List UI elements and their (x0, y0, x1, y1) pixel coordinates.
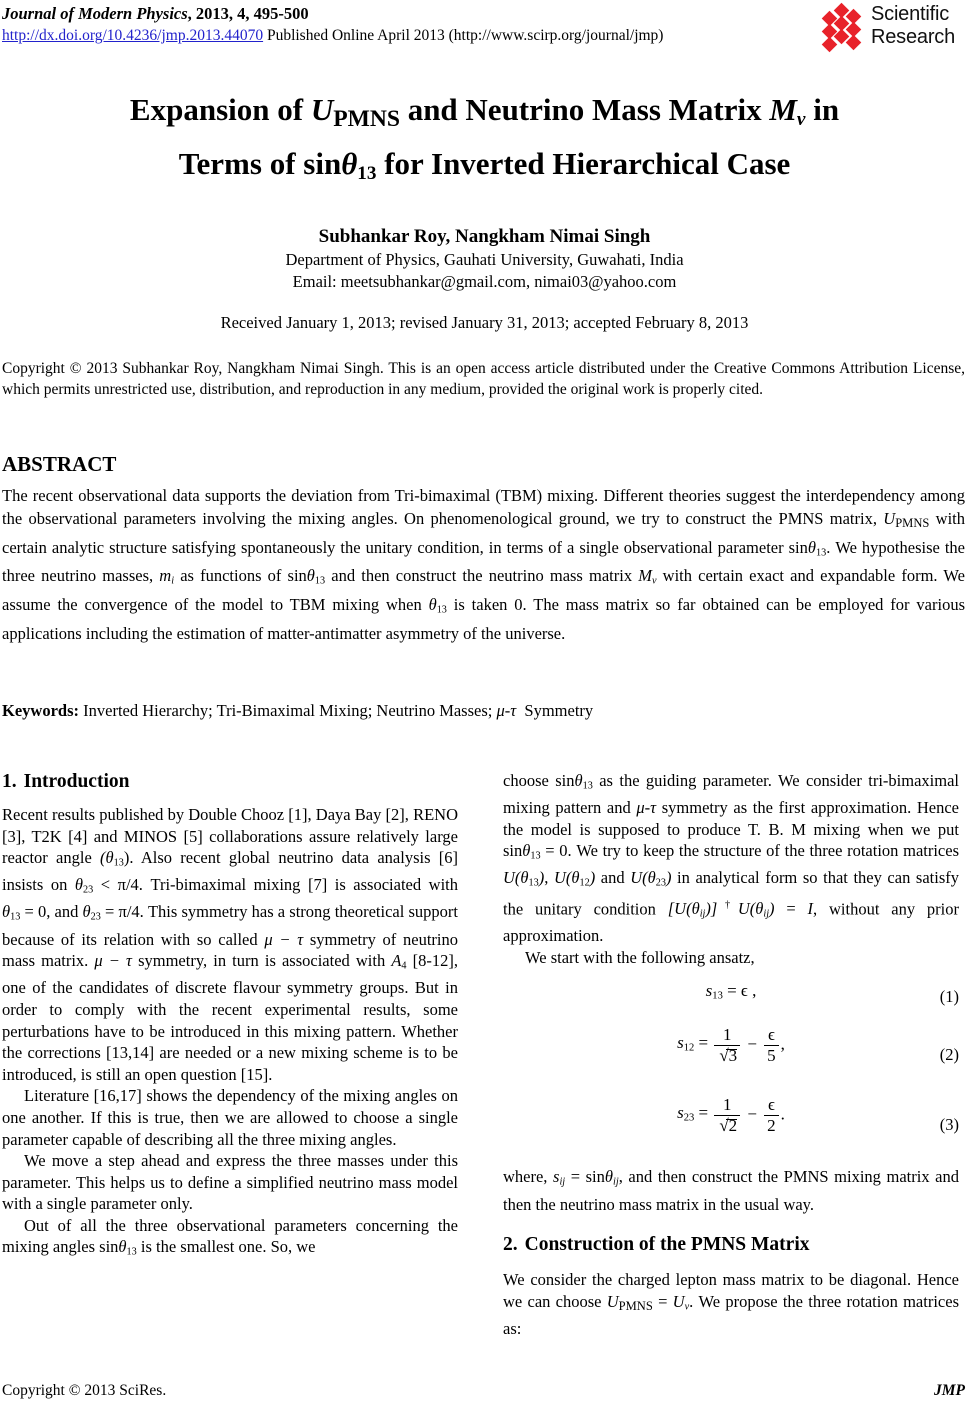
eq1-tail: , (747, 981, 757, 1001)
abstract-heading: ABSTRACT (2, 452, 117, 476)
section-number-1: 1. (2, 771, 17, 792)
r-sin-theta13-eq0: sinθ$_{13}$ = 0. (503, 841, 572, 862)
eq1-lhs-sub: 13 (712, 991, 723, 1003)
r-u-theta13: $U(\theta_{13})$ (503, 868, 545, 890)
published-online-note: Published Online April 2013 (http://www.scirp.org/journal/jmp) (263, 27, 664, 44)
masthead (2, 4, 822, 46)
email-line: Email: meetsubhankar@gmail.com, nimai03@yahoo.com (292, 272, 677, 291)
footer-copyright: Copyright © 2013 SciRes. (2, 1382, 167, 1399)
logo-text (871, 3, 955, 49)
column-left (2, 770, 458, 1264)
r-seg-7: where, (503, 1167, 554, 1187)
title-seg-c: in (805, 92, 840, 127)
r-seg-1: choose (503, 771, 556, 790)
l-mu-tau-1: μ − τ (264, 929, 304, 949)
abstract-mi: $m_i$ (159, 566, 175, 587)
equation-2-body (503, 1026, 959, 1065)
equation-3-number: (3) (939, 1115, 959, 1135)
scientific-research-logo (819, 3, 965, 53)
masthead-doi-line (2, 26, 822, 46)
r-seg-and: and (595, 868, 631, 888)
eq2-frac1-den (714, 1046, 740, 1065)
r-seg-c1: , (544, 868, 554, 888)
eq1-rhs: ϵ (740, 981, 748, 1001)
section-title-1: Introduction (23, 771, 130, 792)
l-seg-2: . Also recent global neutrino data analysis [6] insists on (2, 848, 458, 895)
eq1-rel: = (722, 981, 741, 1001)
l-seg-9: Out of all the three observational parameters concerning the mixing angles (2, 1215, 458, 1257)
l-theta23-eq: $\theta_{23} = \pi/4$ (82, 902, 140, 924)
eq3-frac-1 (714, 1096, 740, 1135)
l-theta13-paren: $(\theta_{13})$ (100, 848, 130, 869)
eq2-frac1-num: 1 (714, 1026, 740, 1046)
page-footer (2, 1382, 965, 1400)
abstract-seg-7: is taken 0. The mass matrix so far obtained can be employed for various applications including the estimation of matter-antimatter asymmetry of the universe. (2, 595, 965, 643)
r-seg-5: in analytical form so that they can satisfy the unitary condition (503, 868, 959, 919)
sqrt-icon: √ 2 (719, 1116, 738, 1136)
journal-issue-info: , 2013, 4, 495-500 (187, 4, 309, 23)
r-seg-9: We consider the charged lepton mass matrix to be diagonal. Hence we can choose (503, 1270, 959, 1311)
r-u-theta12: $U(\theta_{12})$ (553, 868, 596, 890)
abstract-seg-1: The recent observational data supports the deviation from Tri-bimaximal (TBM) mixing. Different theories suggest the interdependency among the observational parameters involving the mixing angles. On phenomenological ground, we try to construct the PMNS matrix, (2, 486, 965, 529)
author-names: Subhankar Roy, Nangkham Nimai Singh (318, 226, 651, 247)
column-right (503, 770, 959, 1340)
eq2-lhs-sub: 12 (683, 1042, 695, 1054)
abstract-seg-6: with certain exact and expandable form. We assume the convergence of the model to TBM mixing when (2, 566, 965, 615)
r-mu-tau: μ-τ (636, 798, 657, 818)
eq3-lhs-var: s (677, 1103, 684, 1123)
masthead-journal-line (2, 4, 822, 24)
keywords-symmetry-word: Symmetry (524, 701, 594, 720)
title-mnu-sub: ν (796, 108, 806, 130)
l-seg-4: , and (46, 902, 83, 922)
title-upmns: U (310, 92, 334, 127)
paragraph-intro-4 (2, 1215, 458, 1264)
l-seg-6: symmetry of neutrino mass matrix. (2, 929, 458, 971)
l-theta13-eq0: $\theta_{13} = 0$ (2, 902, 47, 924)
eq3-tail: . (780, 1104, 785, 1124)
eq2-tail: , (780, 1034, 785, 1054)
equation-2-number: (2) (939, 1045, 959, 1065)
equation-3 (503, 1096, 959, 1152)
eq3-rel: = (694, 1103, 713, 1123)
eq3-lhs-sub: 23 (683, 1112, 695, 1124)
eq3-frac2-num: ϵ (764, 1096, 779, 1116)
keywords-line (2, 700, 965, 722)
equation-2 (503, 1026, 959, 1082)
eq2-frac2-num: ϵ (764, 1026, 779, 1046)
l-seg-8: [8-12], one of the candidates of discrete flavour symmetry groups. But in order to comply with the recent experimental results, some perturbations have to be introduced in this mixing pattern. Whether the corrections [13,14] are needed or a new mixing scheme is to be introduced, is still an open question [15]. (2, 951, 458, 1084)
sqrt-icon: √ 3 (719, 1046, 738, 1066)
equation-3-body (503, 1096, 959, 1135)
keywords-mu-tau-symbol: μ-τ (496, 701, 517, 720)
eq3-frac2-den: 2 (767, 1116, 776, 1136)
r-unitary-condition: $[U(\theta_{ij})]^\dagger U(\theta_{ij}) = I$ (667, 899, 814, 920)
l-seg-10: is the smallest one. So, we (136, 1237, 316, 1257)
abstract-seg-4: as functions of (174, 566, 288, 586)
page-title (22, 88, 947, 196)
abstract-upmns: $U_{PMNS}$ (883, 509, 930, 531)
r-seg-4: We try to keep the structure of the three rotation matrices (571, 841, 959, 861)
l-seg-7: symmetry, in turn is associated with (131, 951, 392, 971)
paragraph-intro-3: We move a step ahead and express the three masses under this parameter. This helps us to define a simplified neutrino mass model with a single parameter only. (2, 1151, 458, 1214)
abstract-sin-theta13-a: sinθ$_{13}$ (788, 537, 827, 559)
title-seg-e: for Inverted Hierarchical Case (376, 145, 791, 181)
r-sin-theta13-a: sinθ$_{13}$ (555, 771, 593, 792)
title-seg-b: and Neutrino Mass Matrix (399, 92, 770, 127)
l-mu-tau-2: μ − τ (94, 951, 132, 971)
eq2-op: − (742, 1034, 763, 1054)
title-seg-a: Expansion of (129, 92, 311, 127)
paragraph-right-3 (503, 1166, 959, 1215)
l-theta23-lt: $\theta_{23} < \pi/4$ (74, 875, 139, 896)
r-seg-3: symmetry as the first approximation. Hence the model is supposed to produce T. B. M mixing when we put (503, 798, 959, 839)
section-heading-introduction (2, 770, 458, 794)
section-heading-pmns (503, 1233, 959, 1257)
eq1-lhs-var: s (705, 981, 713, 1001)
eq3-frac-2 (764, 1096, 779, 1135)
title-line-2 (22, 142, 947, 196)
affiliation: Department of Physics, Gauhati University, Guwahati, India (285, 250, 684, 269)
title-mnu: M (769, 92, 797, 127)
title-line-1 (22, 88, 947, 142)
abstract-sin-theta13-b: sinθ$_{13}$ (287, 566, 326, 587)
title-seg-d: Terms of sin (178, 145, 342, 181)
author-block (22, 224, 947, 293)
abstract-theta13: $\theta_{13}$ (428, 595, 447, 616)
received-dates: Received January 1, 2013; revised January 31, 2013; accepted February 8, 2013 (220, 313, 749, 332)
l-seg-5: . This symmetry has a strong theoretical support because of its relation with so called (2, 902, 458, 949)
section-title-2: Construction of the PMNS Matrix (524, 1234, 810, 1256)
l-seg-1: Recent results published by Double Chooz [1], Daya Bay [2], RENO [3], T2K [4] and MINOS [5] collaborations assure relatively large reactor angle (2, 805, 458, 868)
title-upmns-sub: PMNS (333, 105, 400, 132)
r-seg-8: , and then construct the PMNS mixing matrix and then the neutrino mass matrix in the usual way. (503, 1167, 959, 1214)
paragraph-intro-1 (2, 804, 458, 1085)
paragraph-right-4 (503, 1269, 959, 1339)
title-theta-sub: 13 (357, 162, 377, 184)
equation-1-number: (1) (939, 987, 959, 1007)
keywords-label: Keywords: (2, 701, 79, 720)
eq2-frac2-den: 5 (767, 1046, 776, 1066)
equation-1-body (503, 980, 959, 1007)
footer-journal-abbrev: JMP (934, 1382, 965, 1399)
keywords-text: Inverted Hierarchy; Tri-Bimaximal Mixing; Neutrino Masses; (79, 701, 497, 720)
paragraph-right-1 (503, 770, 959, 947)
eq2-lhs-var: s (677, 1033, 684, 1053)
abstract-seg-2: with certain analytic structure satisfying spontaneously the unitary condition, in terms of a single observational parameter (2, 509, 965, 557)
eq3-frac1-den (714, 1116, 740, 1135)
eq2-rel: = (694, 1033, 713, 1053)
eq3-op: − (742, 1104, 763, 1124)
r-sij-def: $s_{ij} = \sin\theta_{ij}$ (553, 1167, 619, 1188)
title-theta: θ (341, 145, 358, 181)
eq2-frac-1 (714, 1026, 740, 1065)
r-seg-10: . We propose the three rotation matrices as: (503, 1291, 959, 1338)
r-u-theta23: $U(\theta_{23})$ (630, 868, 672, 890)
diamond-grid-icon (819, 5, 867, 49)
r-seg-6: , without any prior approximation. (503, 899, 959, 946)
copyright-block: Copyright © 2013 Subhankar Roy, Nangkham Nimai Singh. This is an open access article distributed under the Creative Commons Attribution License, which permits unrestricted use, distribution, and reproduction in any medium, provided the original work is properly cited. (2, 360, 965, 398)
logo-line-1: Scientific (871, 3, 950, 25)
doi-link[interactable]: http://dx.doi.org/10.4236/jmp.2013.44070 (2, 27, 264, 44)
section-number-2: 2. (503, 1234, 518, 1256)
abstract-mnu: $M_\nu$ (638, 566, 657, 587)
l-seg-3: . Tri-bimaximal mixing [7] is associated with (138, 875, 458, 895)
logo-line-2: Research (871, 26, 955, 48)
abstract-body (2, 484, 965, 645)
r-upmns-equals-unu: $U_{PMNS} = U_\nu$ (606, 1291, 690, 1313)
r-seg-2: as the guiding parameter. We consider tri-bimaximal mixing pattern and (503, 771, 959, 818)
equation-1 (503, 980, 959, 1012)
l-a4: $A_4$ (391, 951, 407, 972)
paragraph-right-2: We start with the following ansatz, (525, 947, 755, 967)
abstract-seg-5: and then construct the neutrino mass matrix (325, 566, 639, 586)
journal-title: Journal of Modern Physics (2, 4, 188, 23)
eq2-frac-2 (764, 1026, 779, 1065)
eq3-frac1-num: 1 (714, 1096, 740, 1116)
abstract-seg-3: . We hypothesise the three neutrino masses, (2, 537, 965, 586)
l-sin-theta13: sinθ$_{13}$ (99, 1237, 137, 1259)
paragraph-intro-2: Literature [16,17] shows the dependency of the mixing angles on one another. If this is true, then we are allowed to choose a single parameter capable of describing all the three mixing angles. (2, 1086, 458, 1149)
